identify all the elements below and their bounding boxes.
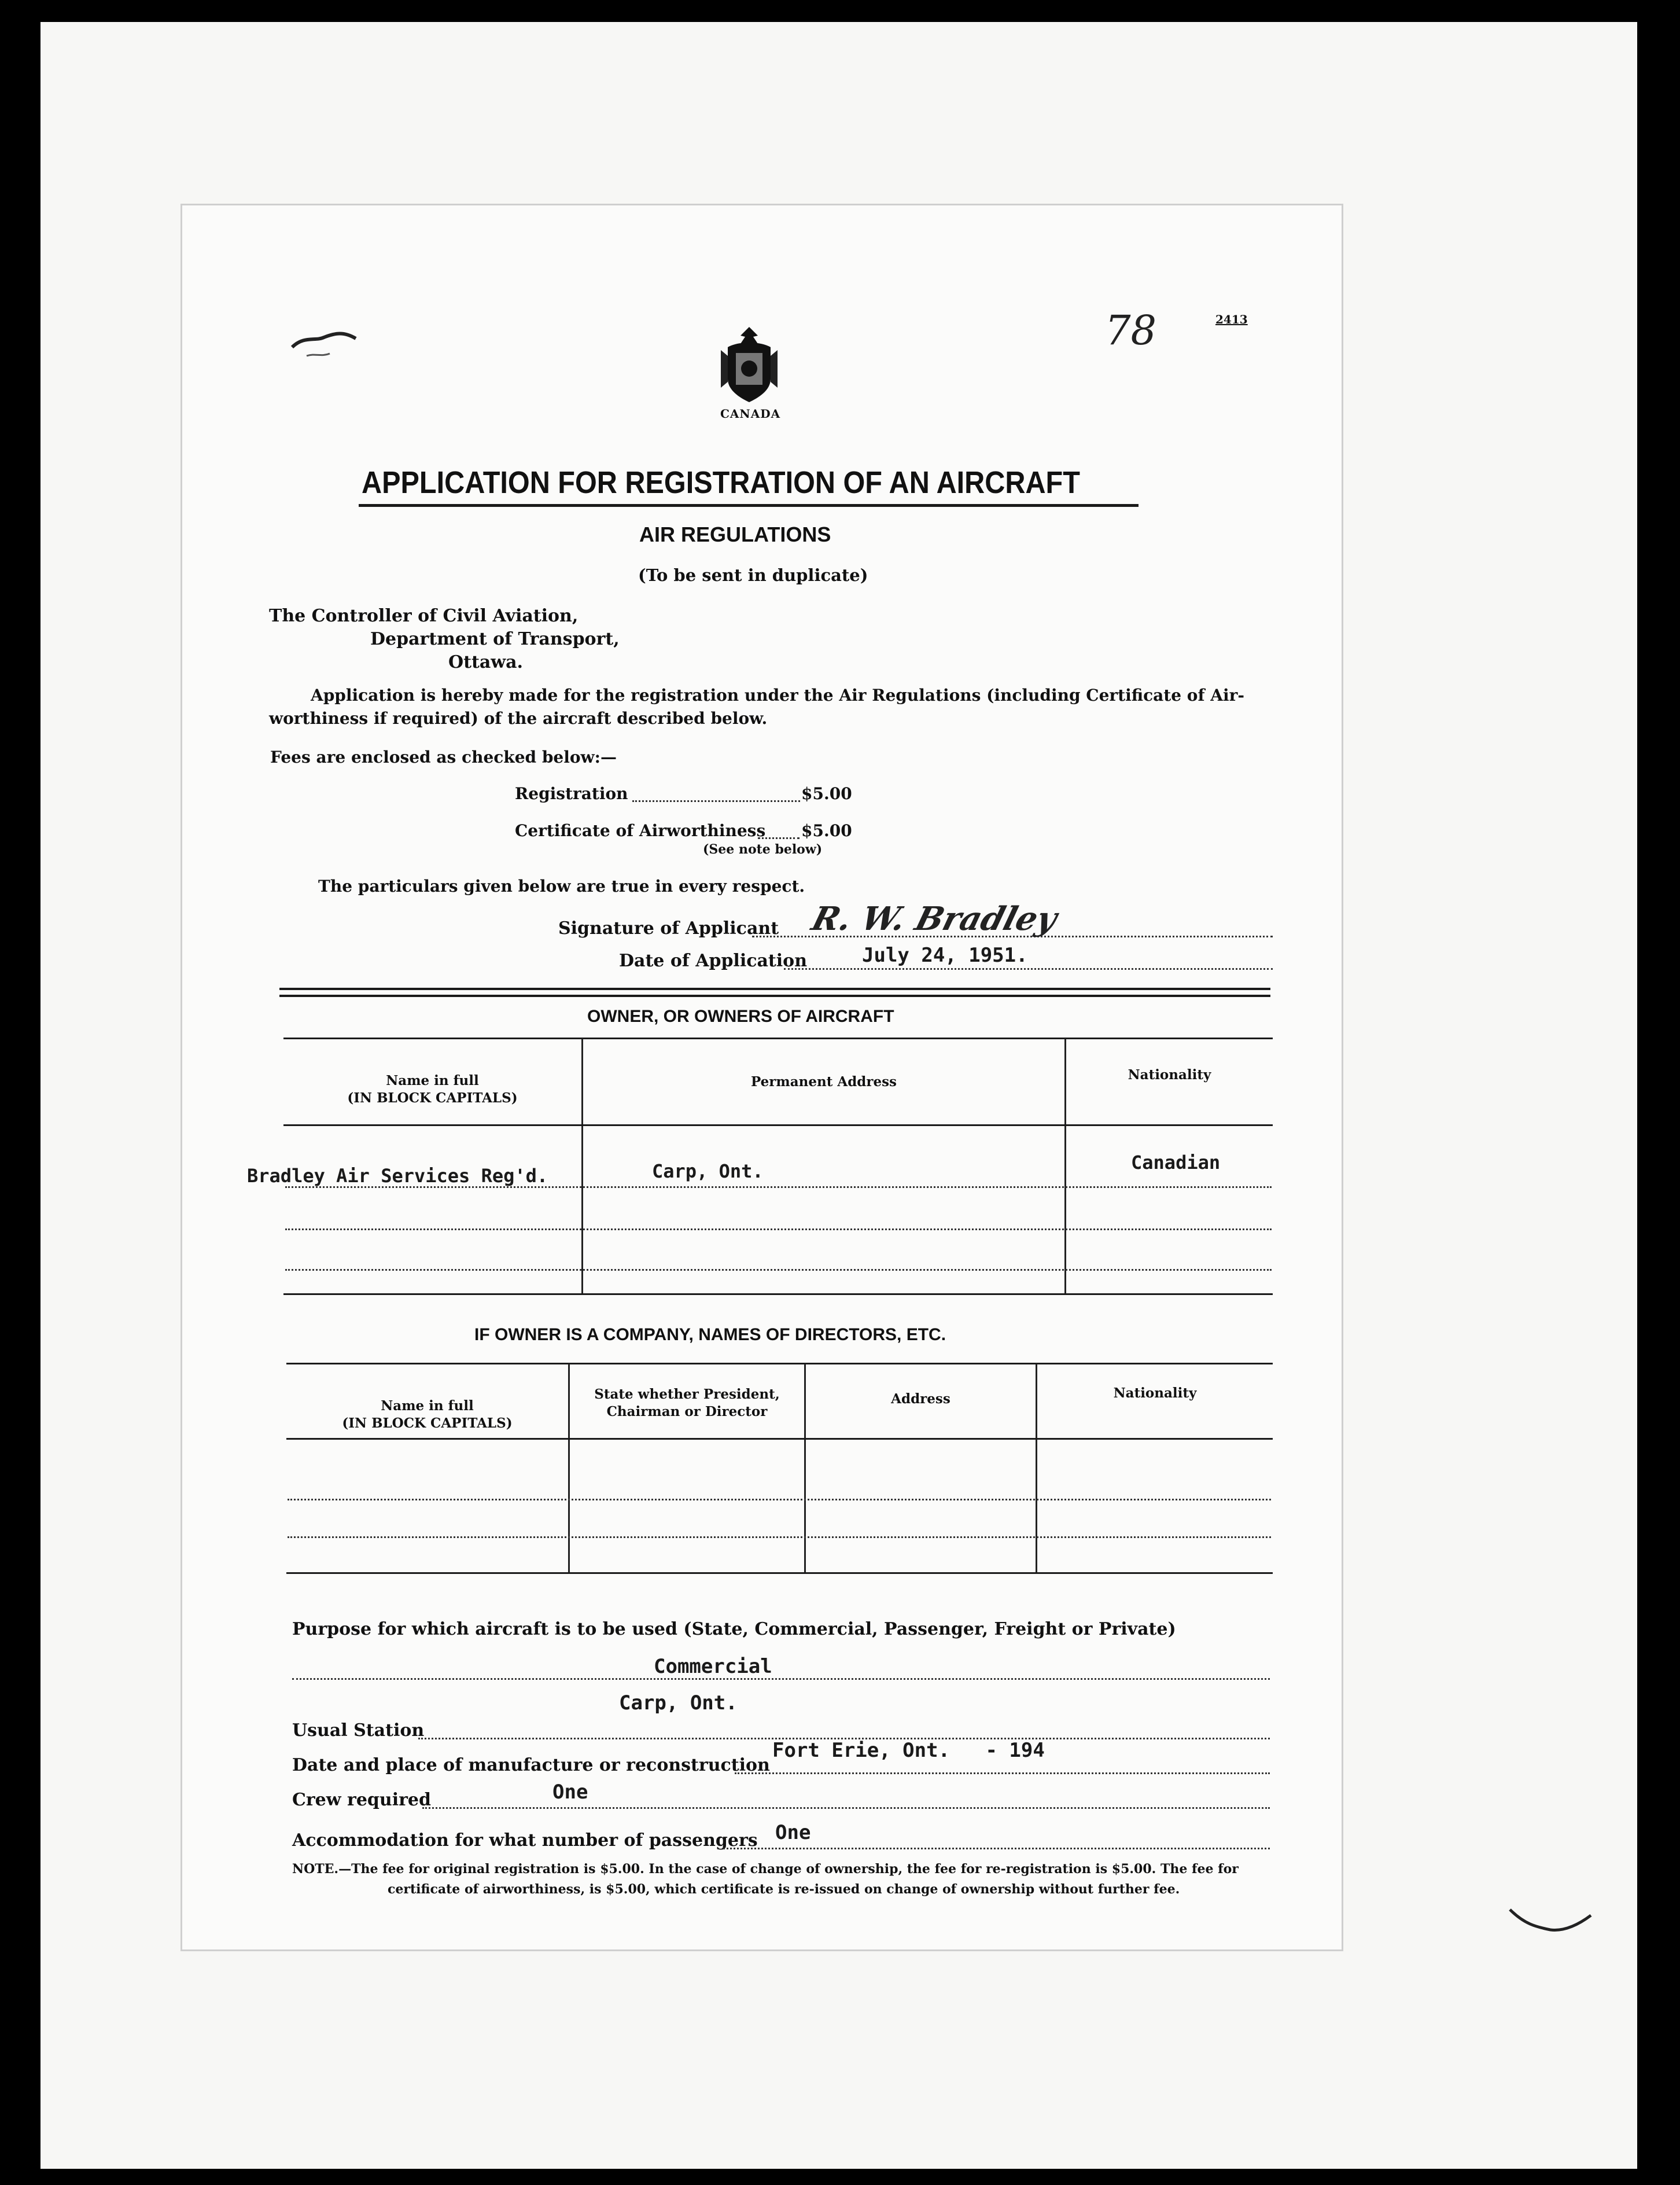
- scan-mark-icon: [1507, 1898, 1594, 1944]
- manufacture-line: [735, 1772, 1270, 1774]
- addressee-line-2: Department of Transport,: [370, 629, 620, 649]
- purpose-line: [292, 1678, 1270, 1680]
- owners-col-name-header: [283, 1072, 581, 1107]
- directors-heading: IF OWNER IS A COMPANY, NAMES OF DIRECTORS, ETC.: [474, 1325, 946, 1344]
- manufacture-value: Fort Erie, Ont. - 194: [772, 1739, 1045, 1762]
- owners-header-top-rule: [283, 1038, 1273, 1039]
- owners-top-rule-2: [279, 995, 1270, 997]
- application-text-line-1: Application is hereby made for the registration under the Air Regulations (including Certificate of Air-: [311, 686, 1244, 705]
- crew-line: [422, 1807, 1270, 1809]
- usual-station-value: Carp, Ont.: [619, 1691, 738, 1715]
- airworthiness-leader: [758, 837, 800, 839]
- duplicate-note: (To be sent in duplicate): [638, 565, 868, 585]
- date-of-application-line: [784, 968, 1273, 970]
- signature-label: Signature of Applicant: [558, 918, 779, 939]
- purpose-label: Purpose for which aircraft is to be used (State, Commercial, Passenger, Freight or Private): [292, 1619, 1176, 1639]
- fees-intro: Fees are enclosed as checked below:—: [270, 748, 617, 767]
- owners-top-rule-1: [279, 988, 1270, 990]
- owners-col-nationality-header: Nationality: [1128, 1067, 1211, 1083]
- owners-bottom-rule: [283, 1293, 1273, 1295]
- purpose-value: Commercial: [654, 1655, 772, 1678]
- owner-row-1-line: [285, 1186, 1272, 1188]
- directors-col-name-subtitle: (IN BLOCK CAPITALS): [342, 1415, 513, 1431]
- owners-heading: OWNER, OR OWNERS OF AIRCRAFT: [587, 1007, 894, 1026]
- applicant-signature: R. W. Bradley: [808, 900, 1062, 938]
- directors-bottom-rule: [286, 1572, 1273, 1574]
- director-row-1-line: [288, 1499, 1271, 1500]
- director-row-2-line: [288, 1536, 1271, 1538]
- date-of-application-label: Date of Application: [619, 951, 808, 971]
- crew-value: One: [552, 1781, 588, 1804]
- directors-col-name-title: Name in full: [381, 1398, 474, 1414]
- crew-label: Crew required: [292, 1790, 431, 1810]
- directors-header-bottom-rule: [286, 1438, 1273, 1440]
- owner-row-1-address: Carp, Ont.: [652, 1160, 764, 1182]
- accommodation-value: One: [775, 1821, 811, 1844]
- directors-col-position-header: State whether President, Chairman or Director: [594, 1386, 780, 1419]
- owner-row-3-line: [285, 1269, 1272, 1271]
- declaration: The particulars given below are true in every respect.: [318, 877, 805, 896]
- accommodation-label: Accommodation for what number of passengers: [292, 1830, 758, 1851]
- airworthiness-amount: $5.00: [801, 821, 852, 840]
- registration-leader: [632, 800, 800, 802]
- owner-row-1-name: Bradley Air Services Reg'd.: [247, 1165, 548, 1187]
- airworthiness-label: Certificate of Airworthiness: [515, 821, 766, 840]
- usual-station-label: Usual Station: [292, 1720, 425, 1741]
- coat-of-arms-icon: [717, 324, 781, 405]
- owner-row-1-nationality: Canadian: [1131, 1152, 1221, 1174]
- directors-header-top-rule: [286, 1363, 1273, 1364]
- manufacture-label: Date and place of manufacture or reconstruction: [292, 1755, 770, 1775]
- directors-col-divider-1: [568, 1364, 570, 1573]
- owners-col-name-subtitle: (IN BLOCK CAPITALS): [347, 1090, 518, 1106]
- registration-label: Registration: [515, 784, 628, 803]
- directors-col-name-header: [286, 1397, 568, 1432]
- application-text-line-2: worthiness if required) of the aircraft described below.: [269, 709, 768, 728]
- owners-col-address-header: Permanent Address: [750, 1074, 897, 1090]
- owners-col-name-title: Name in full: [386, 1073, 479, 1088]
- note-line-1: NOTE.—The fee for original registration is $5.00. In the case of change of ownership, the fee for re-registration is $5.00. The fee for: [292, 1862, 1239, 1877]
- accommodation-line: [723, 1848, 1270, 1849]
- title-underline: [359, 504, 1139, 507]
- date-of-application-value: July 24, 1951.: [862, 944, 1028, 967]
- owner-row-2-line: [285, 1228, 1272, 1230]
- note-line-2: certificate of airworthiness, is $5.00, which certificate is re-issued on change of ownership without further fee.: [388, 1882, 1180, 1897]
- owners-header-bottom-rule: [283, 1124, 1273, 1126]
- registration-amount: $5.00: [801, 784, 852, 803]
- coat-of-arms-caption: CANADA: [720, 407, 781, 421]
- directors-col-address-header: Address: [891, 1391, 950, 1407]
- directors-col-nationality-header: Nationality: [1113, 1385, 1197, 1401]
- addressee-line-3: Ottawa.: [448, 652, 523, 672]
- handwritten-mark-icon: [289, 321, 364, 362]
- handwritten-number: 78: [1105, 307, 1157, 354]
- see-note: (See note below): [703, 842, 823, 857]
- form-number: 2413: [1215, 312, 1248, 326]
- addressee-line-1: The Controller of Civil Aviation,: [269, 606, 579, 626]
- form-title: APPLICATION FOR REGISTRATION OF AN AIRCRAFT: [362, 465, 1080, 500]
- application-form: [180, 204, 1343, 1951]
- form-subtitle: AIR REGULATIONS: [639, 523, 831, 546]
